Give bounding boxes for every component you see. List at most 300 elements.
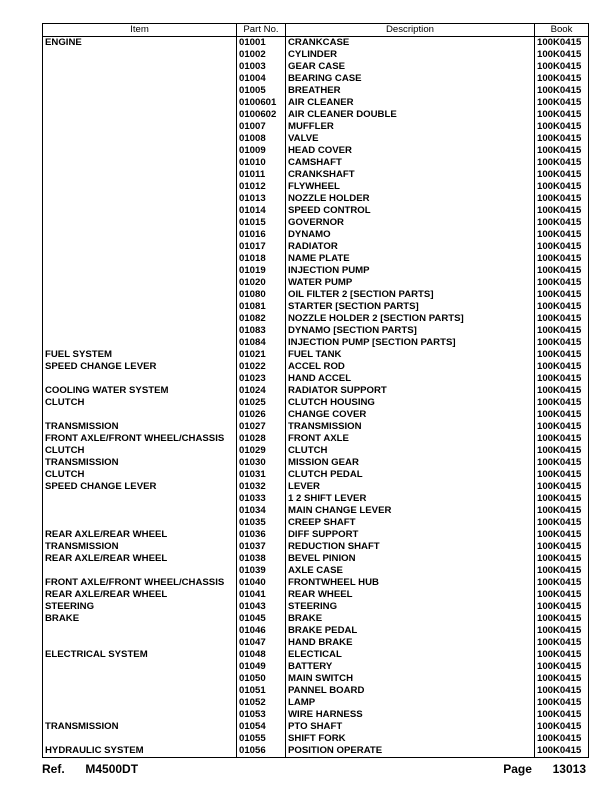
row-item: [43, 337, 237, 349]
row-item: [43, 217, 237, 229]
row-book: 100K0415: [535, 685, 589, 697]
row-book: 100K0415: [535, 61, 589, 73]
table-row: [43, 325, 589, 337]
table-row: [43, 349, 589, 361]
table-row: [43, 37, 589, 50]
row-book: 100K0415: [535, 37, 589, 50]
row-book: 100K0415: [535, 733, 589, 745]
row-description: NOZZLE HOLDER 2 [SECTION PARTS]: [286, 313, 535, 325]
header-item: Item: [43, 24, 237, 37]
row-book: 100K0415: [535, 229, 589, 241]
row-description: NAME PLATE: [286, 253, 535, 265]
row-part-no: 01007: [237, 121, 286, 133]
row-book: 100K0415: [535, 373, 589, 385]
row-item: ELECTRICAL SYSTEM: [43, 649, 237, 661]
row-part-no: 01054: [237, 721, 286, 733]
row-description: MAIN SWITCH: [286, 673, 535, 685]
row-book: 100K0415: [535, 241, 589, 253]
row-book: 100K0415: [535, 529, 589, 541]
table-row: [43, 745, 589, 758]
row-description: STARTER [SECTION PARTS]: [286, 301, 535, 313]
table-row: [43, 481, 589, 493]
row-description: REDUCTION SHAFT: [286, 541, 535, 553]
row-description: NOZZLE HOLDER: [286, 193, 535, 205]
row-part-no: 01041: [237, 589, 286, 601]
row-part-no: 01081: [237, 301, 286, 313]
table-row: [43, 301, 589, 313]
row-book: 100K0415: [535, 349, 589, 361]
row-part-no: 01084: [237, 337, 286, 349]
table-row: [43, 229, 589, 241]
row-part-no: 01030: [237, 457, 286, 469]
row-item: [43, 313, 237, 325]
row-part-no: 01055: [237, 733, 286, 745]
row-book: 100K0415: [535, 85, 589, 97]
table-row: [43, 265, 589, 277]
row-item: [43, 373, 237, 385]
row-item: [43, 661, 237, 673]
row-description: CRANKCASE: [286, 37, 535, 50]
row-item: [43, 73, 237, 85]
table-row: [43, 613, 589, 625]
row-description: BEVEL PINION: [286, 553, 535, 565]
row-book: 100K0415: [535, 613, 589, 625]
row-item: [43, 493, 237, 505]
row-part-no: 0100601: [237, 97, 286, 109]
parts-table: [42, 23, 589, 758]
row-item: [43, 85, 237, 97]
row-item: [43, 409, 237, 421]
row-book: 100K0415: [535, 541, 589, 553]
table-row: [43, 85, 589, 97]
row-item: HYDRAULIC SYSTEM: [43, 745, 237, 758]
row-part-no: 01010: [237, 157, 286, 169]
row-book: 100K0415: [535, 649, 589, 661]
table-row: [43, 337, 589, 349]
row-description: CLUTCH HOUSING: [286, 397, 535, 409]
row-book: 100K0415: [535, 625, 589, 637]
row-part-no: 01023: [237, 373, 286, 385]
table-row: [43, 433, 589, 445]
row-part-no: 01026: [237, 409, 286, 421]
row-book: 100K0415: [535, 49, 589, 61]
row-book: 100K0415: [535, 97, 589, 109]
row-part-no: 01037: [237, 541, 286, 553]
row-item: CLUTCH: [43, 469, 237, 481]
table-row: [43, 661, 589, 673]
row-item: TRANSMISSION: [43, 721, 237, 733]
row-part-no: 01046: [237, 625, 286, 637]
table-row: [43, 145, 589, 157]
row-item: [43, 697, 237, 709]
row-description: BEARING CASE: [286, 73, 535, 85]
table-row: [43, 373, 589, 385]
table-row: [43, 637, 589, 649]
row-description: SPEED CONTROL: [286, 205, 535, 217]
row-description: FUEL TANK: [286, 349, 535, 361]
row-book: 100K0415: [535, 253, 589, 265]
row-item: SPEED CHANGE LEVER: [43, 481, 237, 493]
table-row: [43, 277, 589, 289]
row-item: [43, 205, 237, 217]
table-row: [43, 253, 589, 265]
row-item: [43, 145, 237, 157]
row-description: MUFFLER: [286, 121, 535, 133]
row-book: 100K0415: [535, 697, 589, 709]
row-item: [43, 289, 237, 301]
row-book: 100K0415: [535, 661, 589, 673]
page-footer: [42, 762, 588, 778]
row-description: BRAKE PEDAL: [286, 625, 535, 637]
row-description: BREATHER: [286, 85, 535, 97]
row-description: DIFF SUPPORT: [286, 529, 535, 541]
table-row: [43, 649, 589, 661]
row-book: 100K0415: [535, 385, 589, 397]
row-part-no: 01049: [237, 661, 286, 673]
table-row: [43, 49, 589, 61]
table-row: [43, 61, 589, 73]
table-row: [43, 709, 589, 721]
row-part-no: 01016: [237, 229, 286, 241]
row-part-no: 01002: [237, 49, 286, 61]
row-item: [43, 133, 237, 145]
row-book: 100K0415: [535, 289, 589, 301]
table-row: [43, 193, 589, 205]
table-row: [43, 721, 589, 733]
table-row: [43, 169, 589, 181]
row-book: 100K0415: [535, 433, 589, 445]
row-description: PANNEL BOARD: [286, 685, 535, 697]
row-item: TRANSMISSION: [43, 457, 237, 469]
row-part-no: 01043: [237, 601, 286, 613]
row-item: [43, 193, 237, 205]
row-part-no: 01017: [237, 241, 286, 253]
row-book: 100K0415: [535, 469, 589, 481]
row-part-no: 01028: [237, 433, 286, 445]
row-description: LAMP: [286, 697, 535, 709]
row-book: 100K0415: [535, 193, 589, 205]
row-book: 100K0415: [535, 133, 589, 145]
row-description: INJECTION PUMP [SECTION PARTS]: [286, 337, 535, 349]
row-item: [43, 637, 237, 649]
table-row: [43, 385, 589, 397]
row-item: [43, 49, 237, 61]
row-part-no: 01035: [237, 517, 286, 529]
row-item: [43, 229, 237, 241]
row-item: FRONT AXLE/FRONT WHEEL/CHASSIS: [43, 577, 237, 589]
table-row: [43, 217, 589, 229]
row-book: 100K0415: [535, 145, 589, 157]
table-row: [43, 457, 589, 469]
row-book: 100K0415: [535, 157, 589, 169]
table-row: [43, 133, 589, 145]
row-part-no: 01031: [237, 469, 286, 481]
row-description: OIL FILTER 2 [SECTION PARTS]: [286, 289, 535, 301]
row-description: BATTERY: [286, 661, 535, 673]
table-row: [43, 289, 589, 301]
row-description: GEAR CASE: [286, 61, 535, 73]
table-row: [43, 685, 589, 697]
row-part-no: 01052: [237, 697, 286, 709]
row-description: WIRE HARNESS: [286, 709, 535, 721]
table-row: [43, 205, 589, 217]
row-part-no: 01004: [237, 73, 286, 85]
row-item: [43, 625, 237, 637]
row-part-no: 01029: [237, 445, 286, 457]
row-description: INJECTION PUMP: [286, 265, 535, 277]
row-description: TRANSMISSION: [286, 421, 535, 433]
row-description: HEAD COVER: [286, 145, 535, 157]
row-book: 100K0415: [535, 517, 589, 529]
row-part-no: 01082: [237, 313, 286, 325]
row-part-no: 01021: [237, 349, 286, 361]
row-book: 100K0415: [535, 205, 589, 217]
row-description: CREEP SHAFT: [286, 517, 535, 529]
table-row: [43, 181, 589, 193]
table-row: [43, 517, 589, 529]
row-item: TRANSMISSION: [43, 541, 237, 553]
row-book: 100K0415: [535, 397, 589, 409]
row-item: [43, 97, 237, 109]
row-part-no: 01036: [237, 529, 286, 541]
table-row: [43, 733, 589, 745]
row-item: COOLING WATER SYSTEM: [43, 385, 237, 397]
row-part-no: 01053: [237, 709, 286, 721]
table-row: [43, 445, 589, 457]
row-item: [43, 673, 237, 685]
table-row: [43, 157, 589, 169]
row-part-no: 01012: [237, 181, 286, 193]
row-book: 100K0415: [535, 709, 589, 721]
row-description: DYNAMO: [286, 229, 535, 241]
row-description: AIR CLEANER DOUBLE: [286, 109, 535, 121]
row-description: MAIN CHANGE LEVER: [286, 505, 535, 517]
row-book: 100K0415: [535, 421, 589, 433]
table-row: [43, 529, 589, 541]
row-part-no: 01033: [237, 493, 286, 505]
parts-index-sheet: [42, 23, 588, 758]
table-row: [43, 625, 589, 637]
row-part-no: 01025: [237, 397, 286, 409]
model-number: M4500DT: [85, 762, 139, 776]
row-item: REAR AXLE/REAR WHEEL: [43, 529, 237, 541]
table-row: [43, 97, 589, 109]
row-part-no: 01003: [237, 61, 286, 73]
table-body: [43, 37, 589, 758]
row-part-no: 01056: [237, 745, 286, 758]
row-description: FRONTWHEEL HUB: [286, 577, 535, 589]
page-number: 13013: [552, 762, 586, 776]
row-book: 100K0415: [535, 337, 589, 349]
header-book: Book: [535, 24, 589, 37]
row-book: 100K0415: [535, 121, 589, 133]
row-item: BRAKE: [43, 613, 237, 625]
table-row: [43, 673, 589, 685]
row-description: REAR WHEEL: [286, 589, 535, 601]
table-row: [43, 553, 589, 565]
row-book: 100K0415: [535, 181, 589, 193]
row-part-no: 01032: [237, 481, 286, 493]
header-description: Description: [286, 24, 535, 37]
row-item: [43, 109, 237, 121]
table-row: [43, 241, 589, 253]
header-part-no: Part No.: [237, 24, 286, 37]
row-book: 100K0415: [535, 637, 589, 649]
row-book: 100K0415: [535, 505, 589, 517]
row-book: 100K0415: [535, 277, 589, 289]
row-book: 100K0415: [535, 745, 589, 758]
row-part-no: 01048: [237, 649, 286, 661]
row-book: 100K0415: [535, 361, 589, 373]
ref-label: Ref.: [42, 762, 65, 776]
row-item: CLUTCH: [43, 397, 237, 409]
row-description: RADIATOR: [286, 241, 535, 253]
row-part-no: 01022: [237, 361, 286, 373]
row-item: SPEED CHANGE LEVER: [43, 361, 237, 373]
row-description: DYNAMO [SECTION PARTS]: [286, 325, 535, 337]
row-description: MISSION GEAR: [286, 457, 535, 469]
row-book: 100K0415: [535, 565, 589, 577]
row-book: 100K0415: [535, 313, 589, 325]
row-description: BRAKE: [286, 613, 535, 625]
table-row: [43, 541, 589, 553]
row-part-no: 01051: [237, 685, 286, 697]
row-item: [43, 733, 237, 745]
row-description: GOVERNOR: [286, 217, 535, 229]
row-part-no: 01080: [237, 289, 286, 301]
row-part-no: 01050: [237, 673, 286, 685]
row-book: 100K0415: [535, 457, 589, 469]
table-row: [43, 601, 589, 613]
row-item: [43, 685, 237, 697]
row-book: 100K0415: [535, 589, 589, 601]
row-part-no: 01018: [237, 253, 286, 265]
row-item: [43, 61, 237, 73]
row-item: REAR AXLE/REAR WHEEL: [43, 553, 237, 565]
table-row: [43, 469, 589, 481]
row-item: [43, 505, 237, 517]
row-item: CLUTCH: [43, 445, 237, 457]
row-part-no: 01005: [237, 85, 286, 97]
row-book: 100K0415: [535, 409, 589, 421]
row-item: STEERING: [43, 601, 237, 613]
table-row: [43, 421, 589, 433]
row-item: ENGINE: [43, 37, 237, 50]
row-part-no: 01024: [237, 385, 286, 397]
row-part-no: 01040: [237, 577, 286, 589]
row-part-no: 01045: [237, 613, 286, 625]
row-description: LEVER: [286, 481, 535, 493]
row-description: AIR CLEANER: [286, 97, 535, 109]
row-description: PTO SHAFT: [286, 721, 535, 733]
row-description: CYLINDER: [286, 49, 535, 61]
row-description: WATER PUMP: [286, 277, 535, 289]
page-label: Page: [503, 762, 532, 776]
table-row: [43, 361, 589, 373]
row-part-no: 01011: [237, 169, 286, 181]
row-book: 100K0415: [535, 325, 589, 337]
row-part-no: 01014: [237, 205, 286, 217]
row-item: [43, 265, 237, 277]
row-part-no: 01008: [237, 133, 286, 145]
row-description: ELECTICAL: [286, 649, 535, 661]
row-part-no: 01015: [237, 217, 286, 229]
row-item: [43, 565, 237, 577]
row-item: [43, 325, 237, 337]
row-description: SHIFT FORK: [286, 733, 535, 745]
row-part-no: 01047: [237, 637, 286, 649]
row-book: 100K0415: [535, 301, 589, 313]
table-row: [43, 589, 589, 601]
row-item: [43, 253, 237, 265]
row-book: 100K0415: [535, 721, 589, 733]
row-part-no: 01009: [237, 145, 286, 157]
table-row: [43, 409, 589, 421]
row-description: FRONT AXLE: [286, 433, 535, 445]
row-item: FUEL SYSTEM: [43, 349, 237, 361]
table-row: [43, 313, 589, 325]
row-description: HAND BRAKE: [286, 637, 535, 649]
row-part-no: 01020: [237, 277, 286, 289]
row-book: 100K0415: [535, 445, 589, 457]
row-book: 100K0415: [535, 673, 589, 685]
table-row: [43, 505, 589, 517]
row-item: [43, 157, 237, 169]
row-part-no: 01001: [237, 37, 286, 50]
row-description: CAMSHAFT: [286, 157, 535, 169]
row-part-no: 01039: [237, 565, 286, 577]
row-description: POSITION OPERATE: [286, 745, 535, 758]
row-description: FLYWHEEL: [286, 181, 535, 193]
row-item: [43, 121, 237, 133]
row-part-no: 01083: [237, 325, 286, 337]
row-item: REAR AXLE/REAR WHEEL: [43, 589, 237, 601]
row-item: [43, 277, 237, 289]
table-row: [43, 577, 589, 589]
row-description: STEERING: [286, 601, 535, 613]
row-book: 100K0415: [535, 265, 589, 277]
row-description: RADIATOR SUPPORT: [286, 385, 535, 397]
row-part-no: 01013: [237, 193, 286, 205]
row-item: [43, 517, 237, 529]
table-row: [43, 697, 589, 709]
row-description: HAND ACCEL: [286, 373, 535, 385]
table-header-row: [43, 24, 589, 37]
row-description: AXLE CASE: [286, 565, 535, 577]
row-description: CLUTCH PEDAL: [286, 469, 535, 481]
row-book: 100K0415: [535, 481, 589, 493]
row-book: 100K0415: [535, 577, 589, 589]
row-book: 100K0415: [535, 553, 589, 565]
table-row: [43, 397, 589, 409]
row-part-no: 01038: [237, 553, 286, 565]
row-book: 100K0415: [535, 217, 589, 229]
row-description: CHANGE COVER: [286, 409, 535, 421]
row-description: ACCEL ROD: [286, 361, 535, 373]
row-item: [43, 709, 237, 721]
table-row: [43, 73, 589, 85]
row-item: [43, 181, 237, 193]
table-row: [43, 121, 589, 133]
row-description: CLUTCH: [286, 445, 535, 457]
row-book: 100K0415: [535, 169, 589, 181]
row-item: [43, 169, 237, 181]
row-book: 100K0415: [535, 493, 589, 505]
row-part-no: 01027: [237, 421, 286, 433]
row-description: VALVE: [286, 133, 535, 145]
row-item: [43, 241, 237, 253]
row-part-no: 0100602: [237, 109, 286, 121]
